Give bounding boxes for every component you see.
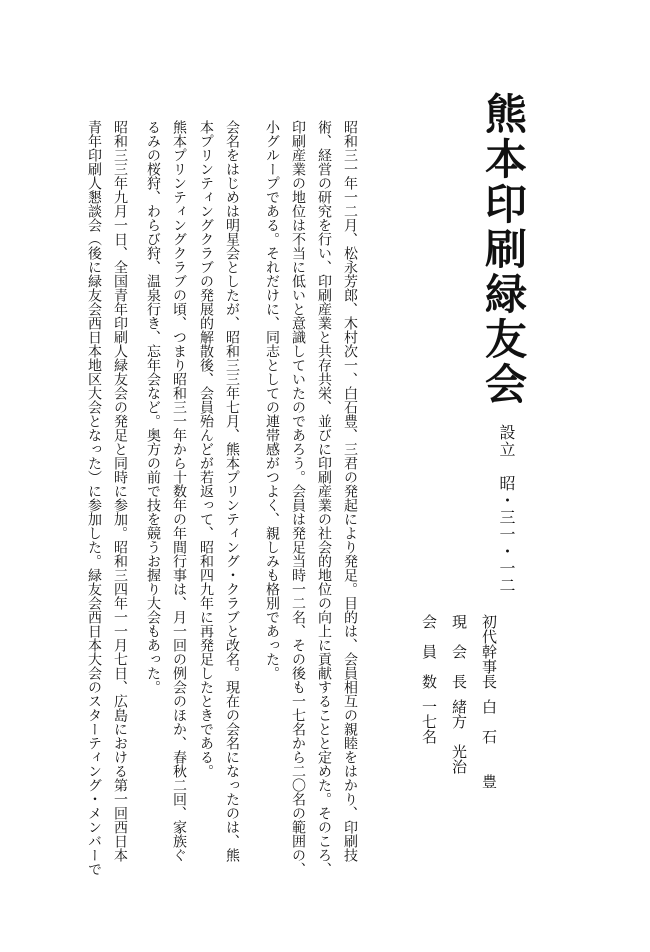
body-column: 昭和三一年一二月、松永芳郎、木村次一、白石豊、三君の発起により発足。目的は、会員相互の親睦をはかり、印刷技 (342, 120, 358, 862)
officer-member-count (420, 614, 438, 744)
officer-value: 一七名 (420, 699, 438, 744)
page-title: 熊本印刷緑友会 (479, 92, 528, 407)
body-column: 会名をはじめは明星会としたが、昭和三三年七月、熊本プリンティング・クラブと改名。現在の会名になったのは、熊 (224, 120, 240, 862)
founded-date: 設立 昭・三一・一二 (497, 424, 516, 594)
officer-first-chair (480, 614, 498, 789)
body-column: るみの桜狩、わらび狩、温泉行き、忘年会など。奥方の前で技を競うお握り大会もあった。 (145, 120, 161, 694)
body-column: 昭和三三年九月一日、全国青年印刷人緑友会の発足と同時に参加。昭和三四年一一月七日、広島における第一回西日本 (112, 120, 128, 862)
officer-current-president (450, 614, 468, 774)
body-column: 熊本プリンティングクラブの頃、つまり昭和三一年から十数年の年間行事は、月一回の例会のほか、春秋二回、家族ぐ (171, 120, 187, 862)
body-column: 印刷産業の地位は不当に低いと意識していたのであろう。会員は発足当時一二名、その後も一七名から二〇名の範囲の、 (290, 120, 306, 876)
officer-label: 初代幹事長 (480, 614, 498, 689)
officer-label: 現 会 長 (450, 614, 468, 689)
officer-value: 白 石 豊 (480, 699, 498, 789)
body-column: 小グループである。それだけに、同志としての連帯感がつよく、親しみも格別であった。 (264, 120, 280, 680)
body-column: 本プリンティングクラブの発展的解散後、会員殆んどが若返って、昭和四九年に再発足したときである。 (198, 120, 214, 778)
body-column: 青年印刷人懇談会（後に緑友会西日本地区大会となった）に参加した。緑友会西日本大会のスターティング・メンバーで (86, 120, 102, 876)
officer-label: 会 員 数 (420, 614, 438, 689)
body-column: 術、経営の研究を行い、印刷産業と共存共栄、並びに印刷産業の社会的地位の向上に貢献することと定めた。そのころ、 (316, 120, 332, 876)
officer-value: 緒方 光治 (450, 699, 468, 774)
